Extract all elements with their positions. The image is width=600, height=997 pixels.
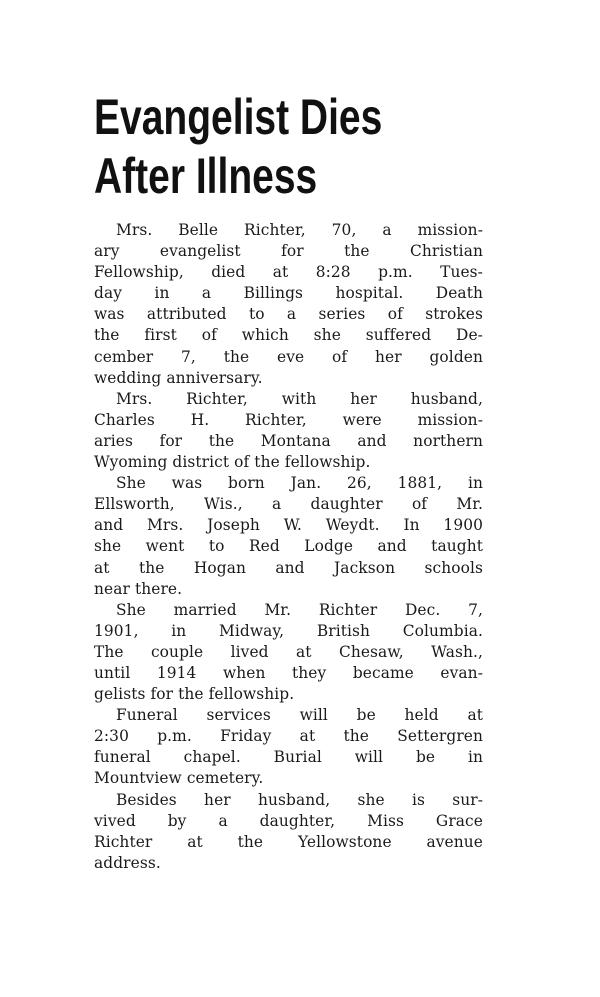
- paragraph-funeral: [94, 705, 483, 789]
- text-line: ary evangelist for the Christian: [94, 242, 483, 261]
- text-line: Mrs. Belle Richter, 70, a mission-: [116, 221, 483, 239]
- text-line: vived by a daughter, Miss Grace: [94, 811, 483, 830]
- text-line: Mountview cemetery.: [94, 769, 264, 788]
- text-line: funeral chapel. Burial will be in: [94, 748, 483, 767]
- text-line: address.: [94, 853, 161, 872]
- headline-line: After Illness: [94, 148, 318, 204]
- text-line: until 1914 when they became evan-: [94, 663, 483, 682]
- text-line: was attributed to a series of strokes: [94, 305, 483, 324]
- text-line: near there.: [94, 579, 183, 598]
- text-line: Mrs. Richter, with her husband,: [116, 389, 483, 408]
- text-line: 1901, in Midway, British Columbia.: [94, 621, 483, 640]
- text-line: cember 7, the eve of her golden: [94, 347, 483, 366]
- headline: [94, 88, 422, 206]
- text-line: she went to Red Lodge and taught: [94, 537, 483, 556]
- text-line: Besides her husband, she is sur-: [116, 790, 483, 809]
- text-line: Richter at the Yellowstone avenue: [94, 832, 483, 851]
- text-line: wedding anniversary.: [94, 368, 263, 387]
- headline-line: Evangelist Dies: [94, 89, 383, 145]
- text-line: The couple lived at Chesaw, Wash.,: [94, 642, 483, 661]
- paragraph-marriage: [94, 600, 483, 705]
- text-line: gelists for the fellowship.: [94, 685, 295, 704]
- text-line: the first of which she suffered De-: [94, 326, 483, 345]
- paragraph-death-notice: [94, 220, 483, 389]
- text-line: Funeral services will be held at: [116, 706, 483, 725]
- text-line: and Mrs. Joseph W. Weydt. In 1900: [94, 516, 483, 535]
- text-line: Fellowship, died at 8:28 p.m. Tues-: [94, 263, 483, 282]
- text-line: Charles H. Richter, were mission-: [94, 410, 483, 429]
- text-line: at the Hogan and Jackson schools: [94, 558, 483, 577]
- text-line: Ellsworth, Wis., a daughter of Mr.: [94, 495, 483, 514]
- paragraph-birth: [94, 473, 483, 600]
- text-line: 2:30 p.m. Friday at the Settergren: [94, 727, 483, 746]
- text-line: aries for the Montana and northern: [94, 431, 483, 450]
- text-line: Wyoming district of the fellowship.: [94, 453, 371, 472]
- text-line: day in a Billings hospital. Death: [94, 284, 483, 303]
- article-body: [94, 220, 483, 874]
- paragraph-survivors: [94, 790, 483, 874]
- text-line: She married Mr. Richter Dec. 7,: [116, 600, 483, 619]
- text-line: She was born Jan. 26, 1881, in: [116, 474, 483, 493]
- paragraph-missionaries: [94, 389, 483, 473]
